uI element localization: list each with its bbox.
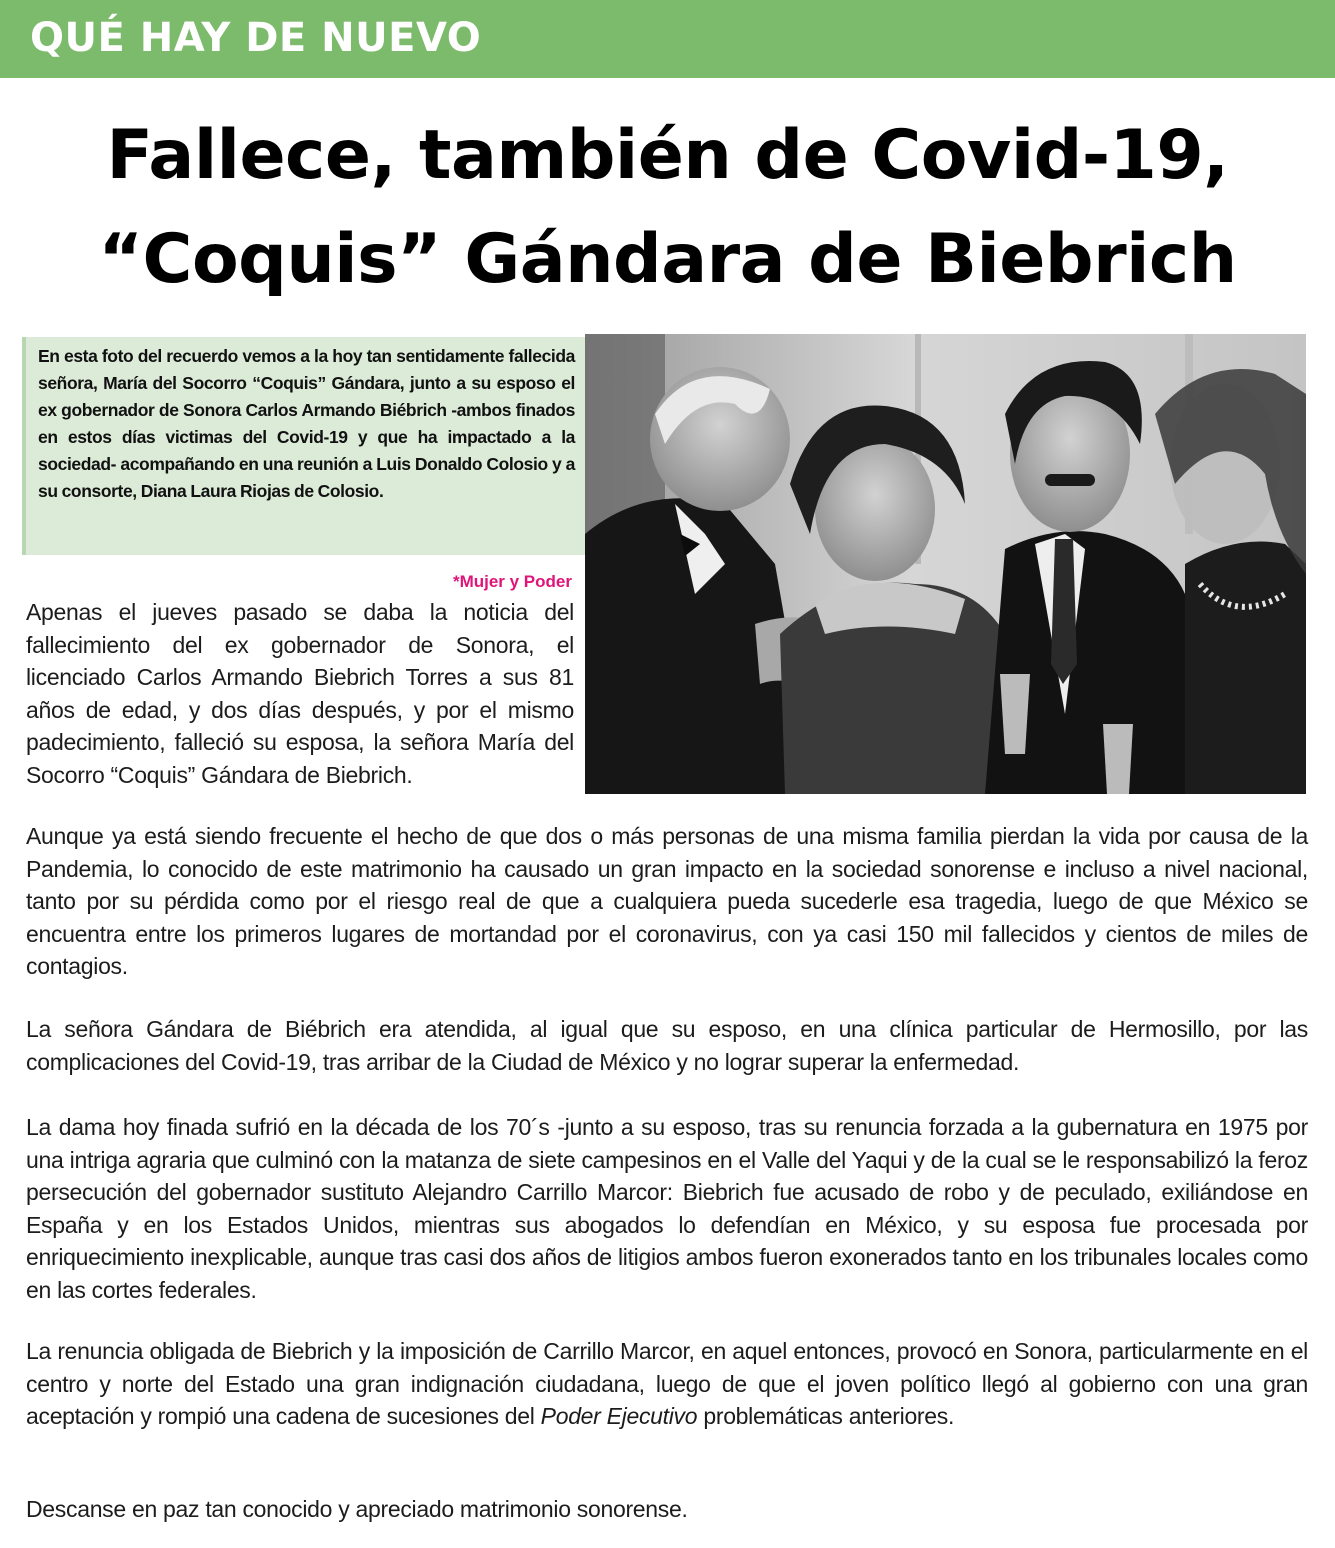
byline: *Mujer y Poder — [452, 572, 572, 591]
article-paragraph: Aunque ya está siendo frecuente el hecho de que dos o más personas de una misma familia pierdan la vida por causa de la Pandemia, lo conocido de este matrimonio ha causado un gran impacto en la sociedad sonorense e incluso a nivel nacional, tanto por su pérdida como por el riesgo real de que a cualquiera pueda sucederle esa tragedia, luego de que México se encuentra entre los primeros lugares de mortandad por el coronavirus, con ya casi 150 mil fallecidos y cientos de miles de contagios. — [26, 823, 1308, 979]
paragraph-italic-term: Poder Ejecutivo — [540, 1403, 698, 1429]
article-paragraph: La señora Gándara de Biébrich era atendida, al igual que su esposo, en una clínica particular de Hermosillo, por las complicaciones del Covid-19, tras arribar de la Ciudad de México y no lograr superar la enfermedad. — [26, 1016, 1308, 1075]
photo-moustache — [1045, 474, 1095, 486]
photo-glass — [1000, 674, 1030, 754]
article-closing: Descanse en paz tan conocido y apreciado matrimonio sonorense. — [26, 1496, 688, 1522]
photo-figure-woman-right — [1185, 542, 1306, 795]
article-paragraph: La dama hoy finada sufrió en la década de los 70´s -junto a su esposo, tras su renuncia forzada a la gubernatura en 1975 por una intriga agraria que culminó con la matanza de siete campesinos en el Valle del Yaqui y de la cual se le responsabilizó la feroz persecución del gobernador sustituto Alejandro Carrillo Marcor: Biebrich fue acusado de robo y de peculado, exiliándose en España y en los Estados Unidos, mientras sus abogados lo defendían en México, y su esposa fue procesada por enriquecimiento inexplicable, aunque tras casi dos años de litigios ambos fueron exonerados tanto en los tribunales locales como en las cortes federales. — [26, 1114, 1308, 1303]
photo-caption-box — [22, 337, 585, 555]
archive-photo — [585, 334, 1306, 794]
paragraph-text: problemáticas anteriores. — [697, 1403, 955, 1429]
headline — [20, 104, 1315, 312]
photo-glass — [1103, 724, 1133, 794]
photo-necktie — [1051, 539, 1077, 684]
headline-line-1: Fallece, también de Covid-19, — [106, 116, 1229, 195]
article-paragraph — [26, 1335, 1308, 1433]
article-lead: Apenas el jueves pasado se daba la noticia del fallecimiento del ex gobernador de Sonora, el licenciado Carlos Armando Biebrich Torres a sus 81 años de edad, y dos días después, y por el mismo padecimiento, falleció su esposa, la señora María del Socorro “Coquis” Gándara de Biebrich. — [26, 599, 574, 788]
photo-caption: En esta foto del recuerdo vemos a la hoy tan sentidamente fallecida señora, María del Socorro “Coquis” Gándara, junto a su esposo el ex gobernador de Sonora Carlos Armando Biébrich -ambos finados en estos días victimas del Covid-19 y que ha impactado a la sociedad- acompañando en una reunión a Luis Donaldo Colosio y a su consorte, Diana Laura Riojas de Colosio. — [38, 346, 575, 501]
paragraph-text: La renuncia obligada de Biebrich y la imposición de Carrillo Marcor, en aquel entonces, provocó en Sonora, particularmente en el centro y norte del Estado una gran indignación ciudadana, luego de que el joven político llegó al gobierno con una gran aceptación y rompió una cadena de sucesiones del — [26, 1338, 1308, 1429]
section-label: QUÉ HAY DE NUEVO — [30, 15, 482, 61]
headline-line-2: “Coquis” Gándara de Biebrich — [98, 220, 1237, 299]
